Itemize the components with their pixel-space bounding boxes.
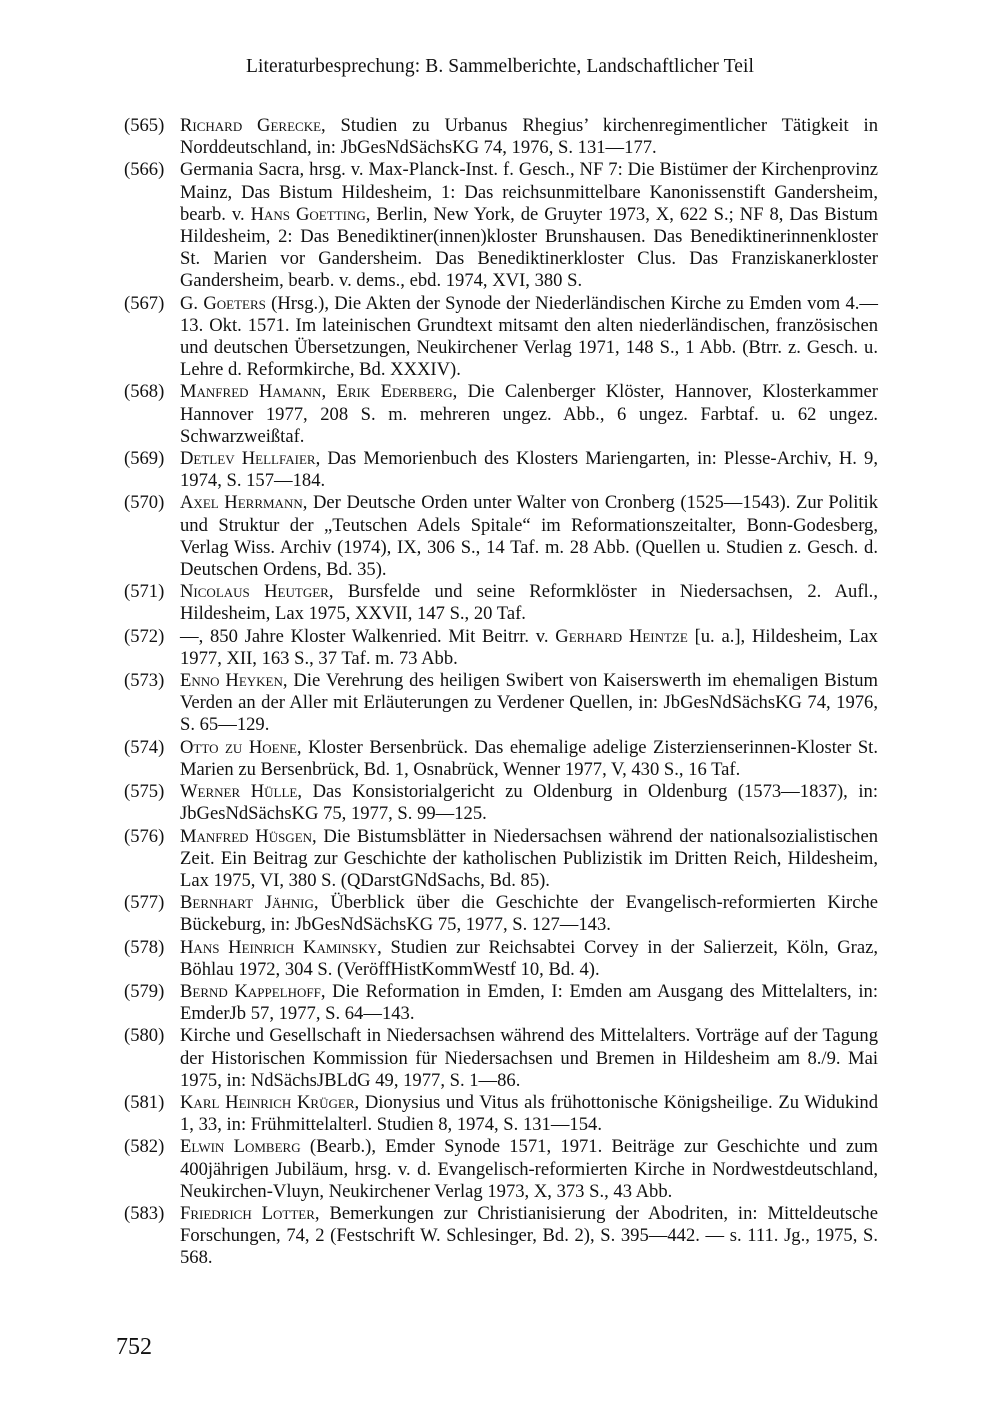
bibliography-entry <box>124 159 878 292</box>
entry-body <box>180 492 878 580</box>
entry-author: Axel Herrmann <box>180 492 303 514</box>
bibliography-entry <box>124 892 878 936</box>
entry-text: —, 850 Jahre Kloster Walkenried. Mit Beitrr. v. <box>180 625 556 647</box>
bibliography-entry <box>124 1025 878 1092</box>
entry-number: (569) <box>124 448 165 470</box>
entry-number: (581) <box>124 1091 165 1113</box>
entry-author: Manfred Hamann, Erik Ederberg <box>180 381 453 403</box>
entry-body <box>180 670 878 735</box>
entry-text: , Überblick über die Geschichte der Evangelisch-reformierten Kirche Bückeburg, in: JbGesNdSächsKG 75, 1977, S. 127—143. <box>180 892 878 936</box>
entry-author: Hans Goetting <box>250 203 366 225</box>
entry-body <box>180 981 878 1024</box>
entry-body <box>180 1136 878 1201</box>
entry-number: (582) <box>124 1136 165 1158</box>
entry-body <box>180 381 878 446</box>
bibliography-entry <box>124 626 878 670</box>
entry-body <box>180 1203 878 1268</box>
entry-body <box>180 1092 878 1135</box>
entry-number: (578) <box>124 936 165 958</box>
entry-author: Gerhard Heintze <box>555 625 688 647</box>
entry-number: (577) <box>124 892 165 914</box>
bibliography-entry <box>124 293 878 382</box>
entry-author: Karl Heinrich Krüger <box>180 1091 355 1113</box>
bibliography-entry <box>124 381 878 448</box>
bibliography-entry <box>124 826 878 893</box>
entry-body <box>180 159 878 291</box>
bibliography-entry <box>124 937 878 981</box>
entry-number: (567) <box>124 292 165 314</box>
entry-text: , Die Verehrung des heiligen Swibert von Kaiserswerth im ehemaligen Bistum Verden an der Aller mit Erläuterungen zu Verdener Quellen, in: JbGesNdSächsKG 74, 1976, S. 65—129. <box>180 670 878 736</box>
entry-number: (576) <box>124 825 165 847</box>
entry-text: , Berlin, New York, de Gruyter 1973, X, 622 S.; NF 8, Das Bistum Hildesheim, 2: Das Benediktiner(innen)kloster Brunshausen. Das Benediktinerinnenkloster St. Marien vor Gandersheim. Das Benediktinerkloster Clus. Das Franziskanerkloster Gandersheim, bearb. v. dems., ebd. 1974, XVI, 380 S. <box>180 203 879 292</box>
entry-number: (568) <box>124 381 165 403</box>
bibliography-entry <box>124 581 878 625</box>
entry-body <box>180 1025 878 1090</box>
entry-text: , Kloster Bersenbrück. Das ehemalige adelige Zisterzienserinnen-Kloster St. Marien zu Bersenbrück, Bd. 1, Osnabrück, Wenner 1977, V, 430 S., 16 Taf. <box>180 736 878 780</box>
entry-body <box>180 448 878 491</box>
entry-text: (Bearb.), Emder Synode 1571, 1971. Beiträge zur Geschichte und zum 400jährigen Jubiläum, hrsg. v. d. Evangelisch-reformierten Kirche in Nordwestdeutschland, Neukirchen-Vluyn, Neukirchener Verlag 1973, X, 373 S., 43 Abb. <box>180 1136 878 1202</box>
entry-number: (575) <box>124 781 165 803</box>
entry-author: G. Goeters <box>180 292 266 314</box>
entry-author: Bernhart Jähnig <box>180 892 314 914</box>
bibliography-entry <box>124 448 878 492</box>
bibliography-entry <box>124 981 878 1025</box>
entry-author: Werner Hülle <box>180 781 298 803</box>
bibliography-entry <box>124 670 878 737</box>
entry-text: Kirche und Gesellschaft in Niedersachsen während des Mittelalters. Vorträge auf der Tagung der Historischen Kommission für Niedersachsen und Bremen in Hildesheim am 8./9. Mai 1975, in: NdSächsJBLdG 49, 1977, S. 1—86. <box>180 1025 878 1091</box>
entry-author: Richard Gerecke <box>180 115 322 136</box>
entry-number: (583) <box>124 1202 165 1224</box>
entry-author: Friedrich Lotter <box>180 1202 315 1224</box>
entry-number: (580) <box>124 1025 165 1047</box>
entry-body <box>180 293 878 381</box>
bibliography-entry <box>124 781 878 825</box>
entry-author: Nicolaus Heutger <box>180 581 329 603</box>
entry-body <box>180 781 878 824</box>
entry-author: Detlev Hellfaier <box>180 448 316 470</box>
entry-body <box>180 937 878 980</box>
entry-number: (579) <box>124 980 165 1002</box>
entry-text: , Studien zur Reichsabtei Corvey in der Salierzeit, Köln, Graz, Böhlau 1972, 304 S. (VeröffHistKommWestf 10, Bd. 4). <box>180 936 878 980</box>
running-head: Literaturbesprechung: B. Sammelberichte, Landschaftlicher Teil <box>245 56 755 77</box>
entry-body <box>180 581 878 624</box>
bibliography-entry <box>124 1136 878 1203</box>
entry-author: Elwin Lomberg <box>180 1136 301 1158</box>
entry-text: , Der Deutsche Orden unter Walter von Cronberg (1525—1543). Zur Politik und Struktur der „Teutschen Adels Spitale“ im Reformationszeitalter, Bonn-Godesberg, Verlag Wiss. Archiv (1974), IX, 306 S., 14 Taf. m. 28 Abb. (Quellen u. Studien z. Gesch. d. Deutschen Ordens, Bd. 35). <box>180 492 879 581</box>
entry-body <box>180 737 878 780</box>
entry-text: , Dionysius und Vitus als frühottonische Königsheilige. Zu Widukind 1, 33, in: Frühmittelalterl. Studien 8, 1974, S. 131—154. <box>180 1091 878 1136</box>
bibliography-list <box>124 115 878 1270</box>
entry-author: Bernd Kappelhoff <box>180 980 321 1002</box>
bibliography-entry <box>124 737 878 781</box>
entry-text: (Hrsg.), Die Akten der Synode der Niederländischen Kirche zu Emden vom 4.—13. Okt. 1571. Im lateinischen Grundtext mitsamt den alten niederländischen, französischen und deutschen Übersetzungen, Neukirchener Verlag 1971, 148 S., 1 Abb. (Btrr. z. Gesch. u. Lehre d. Reformkirche, Bd. XXXIV). <box>180 292 878 381</box>
entry-text: , Die Reformation in Emden, I: Emden am Ausgang des Mittelalters, in: EmderJb 57, 1977, S. 64—143. <box>180 980 878 1025</box>
entry-body <box>180 115 878 158</box>
entry-number: (565) <box>124 115 165 136</box>
entry-body <box>180 626 878 669</box>
bibliography-entry <box>124 1092 878 1136</box>
entry-body <box>180 826 878 891</box>
entry-text: , Bemerkungen zur Christianisierung der Abodriten, in: Mitteldeutsche Forschungen, 74, 2 (Festschrift W. Schlesinger, Bd. 2), S. 395—442. — s. 111. Jg., 1975, S. 568. <box>180 1202 878 1269</box>
entry-text: , Die Bistumsblätter in Niedersachsen während der nationalsozialistischen Zeit. Ein Beitrag zur Geschichte der katholischen Publizistik im Dritten Reich, Hildesheim, Lax 1975, VI, 380 S. (QDarstGNdSachs, Bd. 85). <box>180 825 878 891</box>
entry-text: Germania Sacra, hrsg. v. Max-Planck-Inst. f. Gesch., NF 7: Die Bistümer der Kirchenprovinz Mainz, Das Bistum Hildesheim, 1: Das reichsunmittelbare Kanonissenstift Gandersheim, bearb. v. <box>180 159 878 225</box>
entry-number: (573) <box>124 670 165 692</box>
entry-text: , Das Memorienbuch des Klosters Mariengarten, in: Plesse-Archiv, H. 9, 1974, S. 157—184. <box>180 448 878 492</box>
bibliography-entry <box>124 115 878 159</box>
entry-text: [u. a.], Hildesheim, Lax 1977, XII, 163 S., 37 Taf. m. 73 Abb. <box>180 625 878 669</box>
entry-number: (574) <box>124 736 165 758</box>
entry-author: Hans Heinrich Kaminsky <box>180 936 378 958</box>
entry-body <box>180 892 878 935</box>
entry-text: , Das Konsistorialgericht zu Oldenburg in Oldenburg (1573—1837), in: JbGesNdSächsKG 75, 1977, S. 99—125. <box>180 781 878 825</box>
entry-text: , Die Calenberger Klöster, Hannover, Klosterkammer Hannover 1977, 208 S. m. mehreren ungez. Abb., 6 ungez. Farbtaf. u. 62 ungez. Schwarzweißtaf. <box>180 381 878 447</box>
entry-number: (570) <box>124 492 165 514</box>
entry-number: (566) <box>124 159 165 181</box>
bibliography-entry <box>124 492 878 581</box>
entry-author: Manfred Hüsgen <box>180 825 313 847</box>
entry-number: (572) <box>124 625 165 647</box>
page-number: 752 <box>116 1334 152 1360</box>
entry-author: Enno Heyken <box>180 670 283 692</box>
entry-author: Otto zu Hoene <box>180 736 297 758</box>
entry-text: , Studien zu Urbanus Rhegius’ kirchenregimentlicher Tätigkeit in Norddeutschland, in: JbGesNdSächsKG 74, 1976, S. 131—177. <box>180 115 878 159</box>
entry-text: , Bursfelde und seine Reformklöster in Niedersachsen, 2. Aufl., Hildesheim, Lax 1975, XXVII, 147 S., 20 Taf. <box>180 581 878 625</box>
entry-number: (571) <box>124 581 165 603</box>
bibliography-entry <box>124 1203 878 1270</box>
